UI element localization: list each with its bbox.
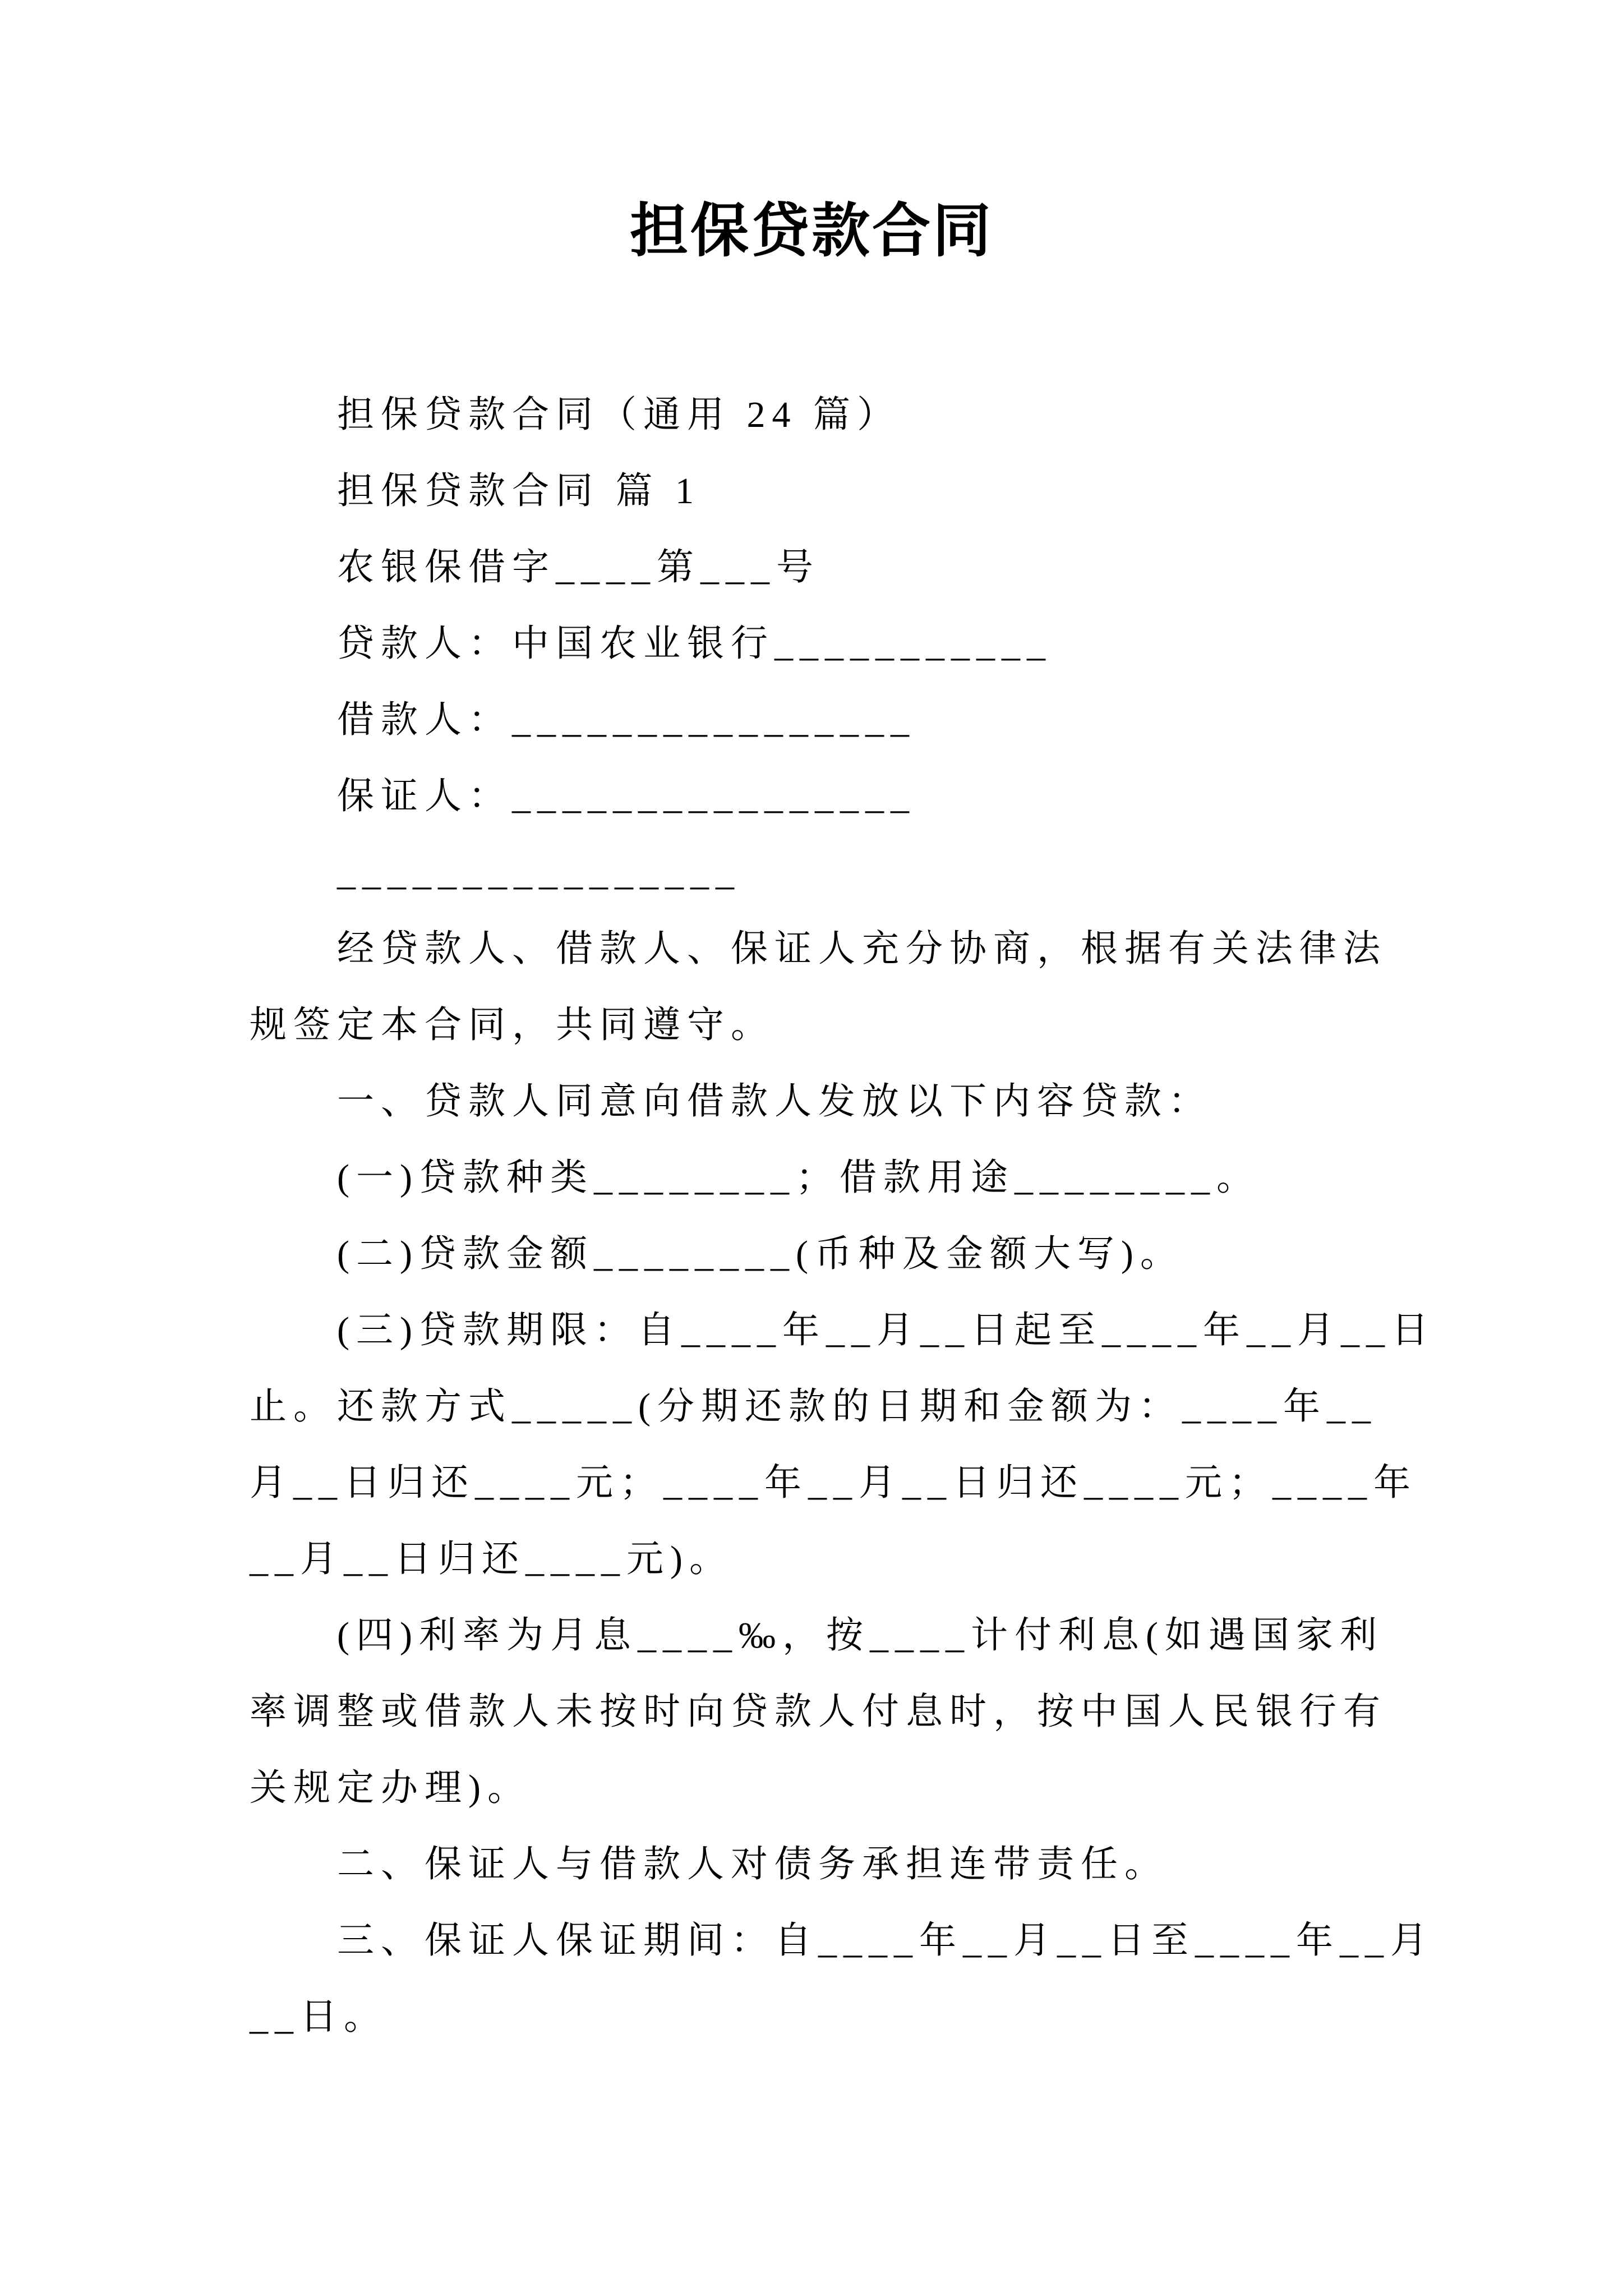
document-line-22: __日。	[250, 1996, 388, 2037]
document-line-2: 担保贷款合同 篇 1	[337, 471, 700, 512]
document-line-13: (三)贷款期限：自____年__月__日起至____年__月__日	[337, 1310, 1435, 1351]
document-line-18: 率调整或借款人未按时向贷款人付息时，按中国人民银行有	[250, 1691, 1387, 1732]
document-body	[250, 377, 1433, 2055]
document-line-6: 保证人：________________	[337, 776, 916, 817]
document-line-17: (四)利率为月息____‰，按____计付利息(如遇国家利	[337, 1615, 1384, 1656]
document-line-20: 二、保证人与借款人对债务承担连带责任。	[337, 1844, 1168, 1885]
document-line-9: 规签定本合同，共同遵守。	[250, 1005, 774, 1046]
document-line-7: ________________	[337, 852, 741, 893]
document-line-8: 经贷款人、借款人、保证人充分协商，根据有关法律法	[337, 928, 1387, 969]
document-line-12: (二)贷款金额________(币种及金额大写)。	[337, 1234, 1184, 1274]
document-line-4: 贷款人：中国农业银行___________	[337, 623, 1052, 664]
document-line-19: 关规定办理)。	[250, 1768, 531, 1809]
document-line-10: 一、贷款人同意向借款人发放以下内容贷款：	[337, 1081, 1212, 1122]
document-line-5: 借款人：________________	[337, 700, 916, 740]
document-line-16: __月__日归还____元)。	[250, 1539, 733, 1580]
document-line-15: 月__日归还____元；____年__月__日归还____元；____年	[250, 1462, 1417, 1503]
document-title: 担保贷款合同	[629, 199, 993, 264]
document-line-21: 三、保证人保证期间：自____年__月__日至____年__月	[337, 1920, 1434, 1961]
document-line-1: 担保贷款合同（通用 24 篇）	[337, 394, 901, 435]
document-line-3: 农银保借字____第___号	[337, 547, 820, 588]
document-line-14: 止。还款方式_____(分期还款的日期和金额为：____年__	[250, 1386, 1377, 1427]
document-line-11: (一)贷款种类________；借款用途________。	[337, 1157, 1260, 1198]
